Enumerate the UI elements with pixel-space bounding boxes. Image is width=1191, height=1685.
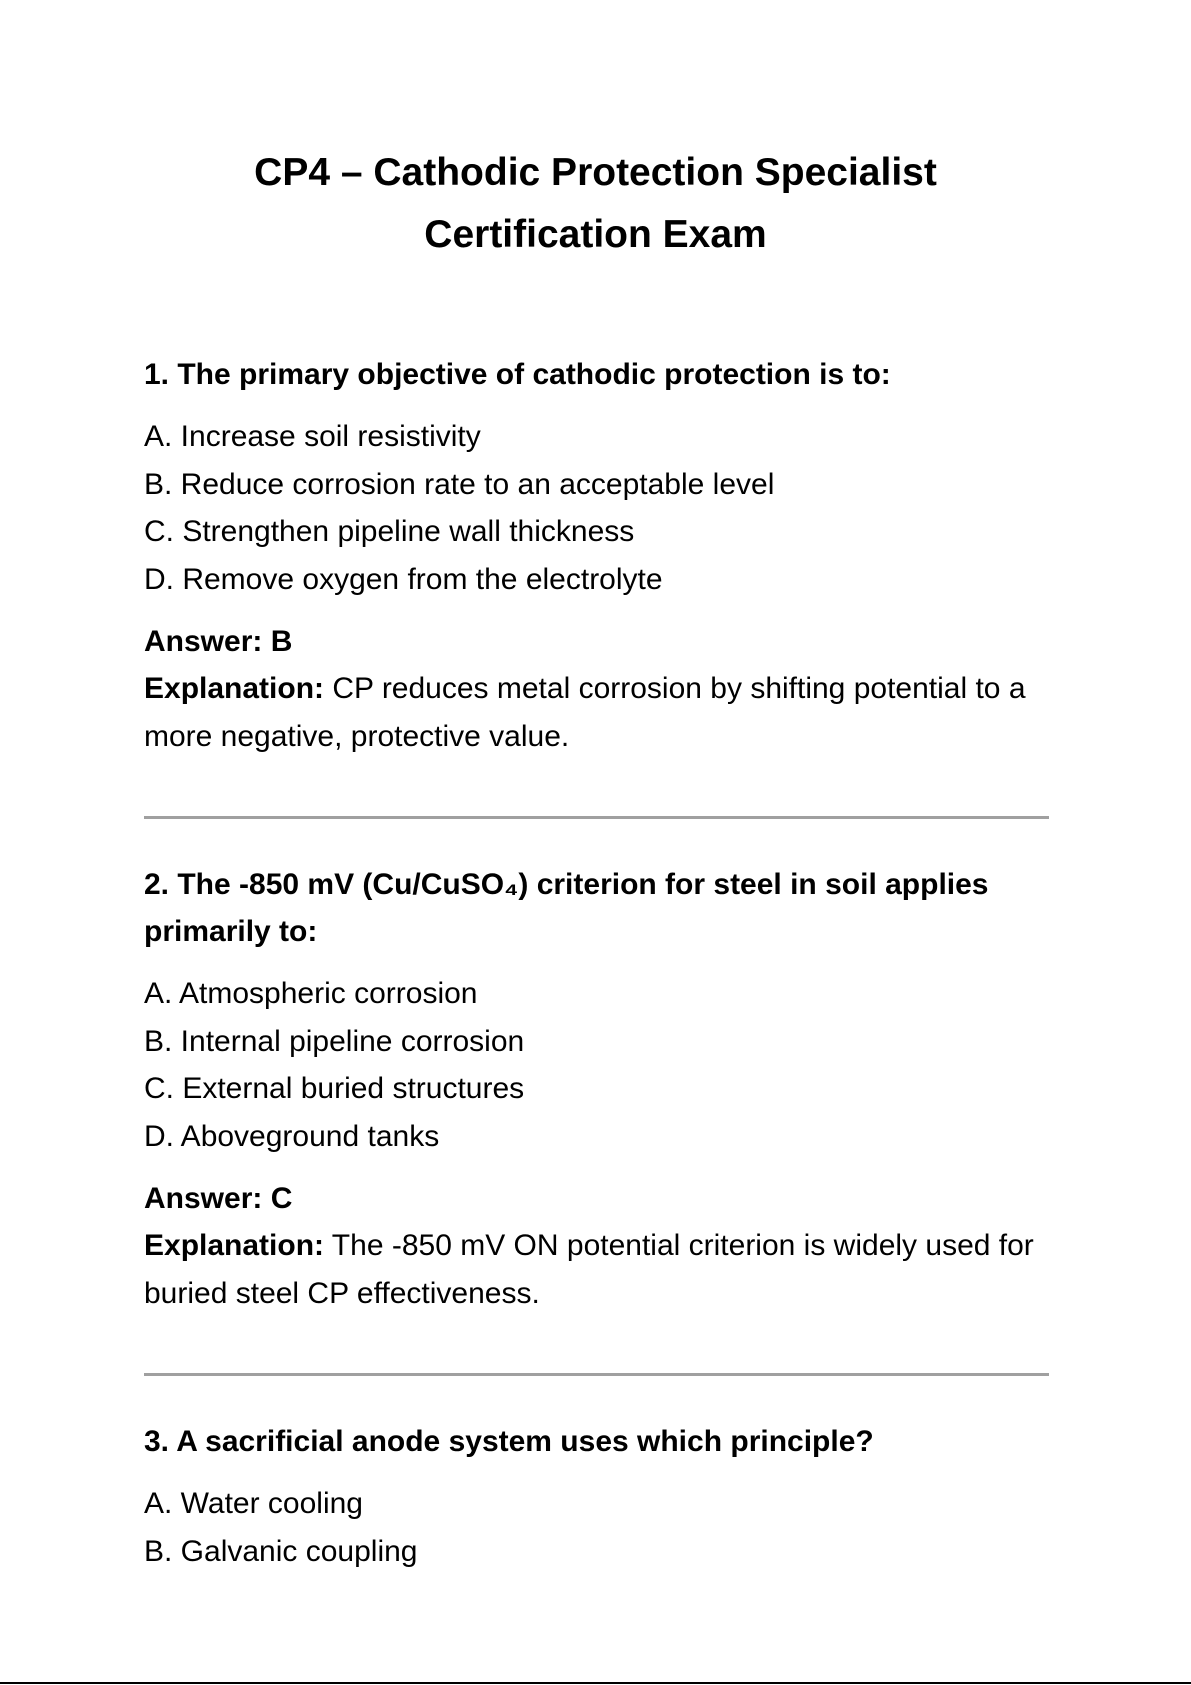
option-list — [144, 413, 1049, 603]
explanation — [144, 1222, 1049, 1317]
option-d: D. Remove oxygen from the electrolyte — [144, 562, 663, 596]
question-block-1 — [144, 351, 1049, 760]
explanation-text: CP reduces metal corrosion by shifting potential to a more negative, protective value. — [144, 672, 1026, 753]
title-line-1: CP4 – Cathodic Protection Specialist — [254, 151, 937, 194]
option-list — [144, 970, 1049, 1160]
option-c: C. External buried structures — [144, 1072, 525, 1105]
answer-text: Answer: B — [144, 625, 293, 658]
question-text: 1. The primary objective of cathodic protection is to: — [144, 358, 891, 391]
option-a: A. Atmospheric corrosion — [144, 977, 478, 1010]
option-b: B. Internal pipeline corrosion — [144, 1024, 525, 1058]
option-b: B. Galvanic coupling — [144, 1534, 418, 1568]
question-text: 2. The -850 mV (Cu/CuSO₄) criterion for steel in soil applies primarily to: — [144, 868, 989, 948]
option-b: B. Reduce corrosion rate to an acceptable level — [144, 467, 775, 501]
question-block-2 — [144, 861, 1049, 1317]
exam-title — [0, 142, 1191, 266]
explanation — [144, 665, 1049, 760]
option-c: C. Strengthen pipeline wall thickness — [144, 515, 635, 548]
option-a: A. Increase soil resistivity — [144, 420, 481, 453]
explanation-text: The -850 mV ON potential criterion is widely used for buried steel CP effectiveness. — [144, 1229, 1034, 1310]
option-a: A. Water cooling — [144, 1487, 363, 1520]
question-block-3 — [144, 1418, 1049, 1575]
section-divider — [144, 1373, 1049, 1376]
question-text: 3. A sacrificial anode system uses which principle? — [144, 1425, 874, 1458]
answer-text: Answer: C — [144, 1182, 293, 1215]
questions-container — [144, 351, 1049, 1575]
section-divider — [144, 816, 1049, 819]
option-list — [144, 1480, 1049, 1575]
explanation-label: Explanation: — [144, 1229, 325, 1262]
title-line-2: Certification Exam — [424, 213, 767, 256]
page-bottom-edge — [0, 1682, 1191, 1684]
option-d: D. Aboveground tanks — [144, 1119, 440, 1153]
explanation-label: Explanation: — [144, 672, 325, 705]
